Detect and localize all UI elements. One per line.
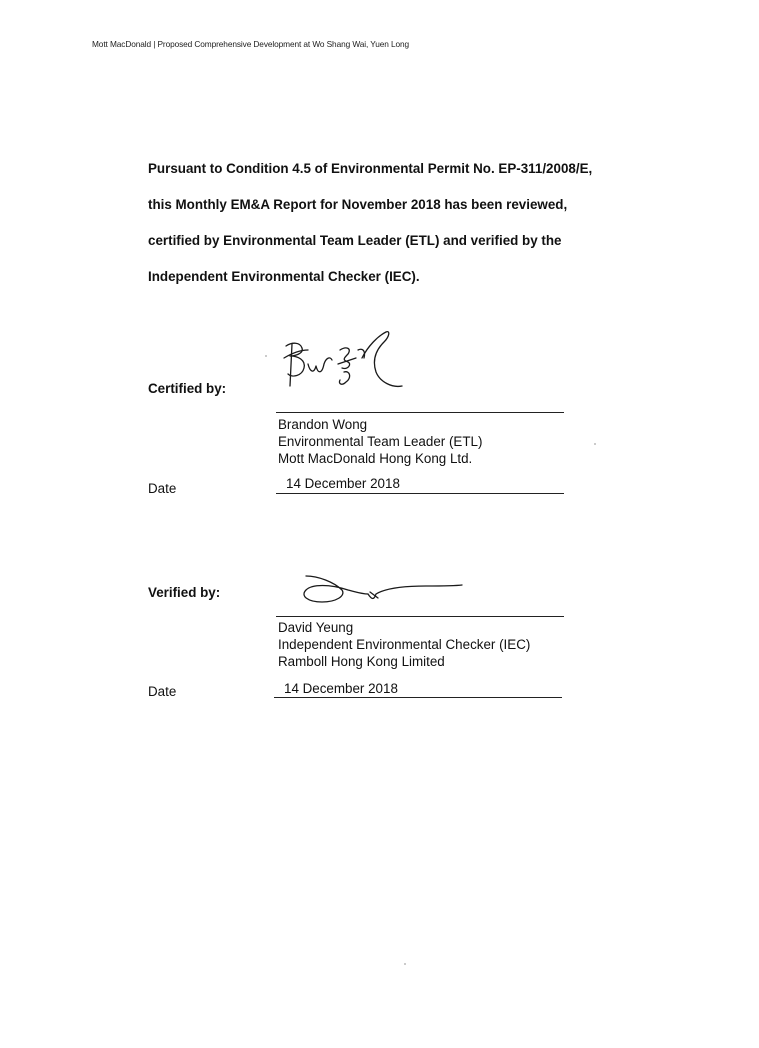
- iec-signature: [296, 570, 468, 610]
- etl-organization: Mott MacDonald Hong Kong Ltd.: [278, 451, 473, 466]
- iec-name: David Yeung: [278, 620, 354, 635]
- verified-by-label: Verified by:: [148, 585, 221, 600]
- certified-by-label: Certified by:: [148, 381, 227, 396]
- statement-line: this Monthly EM&A Report for November 2018 has been reviewed,: [148, 197, 568, 212]
- iec-signature-line: [276, 616, 564, 617]
- verified-date-line: [274, 697, 562, 698]
- running-header: Mott MacDonald | Proposed Comprehensive Development at Wo Shang Wai, Yuen Long: [92, 39, 410, 49]
- certified-date: 14 December 2018: [286, 476, 400, 491]
- statement-line: certified by Environmental Team Leader (ETL) and verified by the: [148, 233, 562, 248]
- etl-signature-line: [276, 412, 564, 413]
- etl-signature: [278, 328, 418, 400]
- certified-date-line: [276, 493, 564, 494]
- etl-role: Environmental Team Leader (ETL): [278, 434, 483, 449]
- statement-line: Independent Environmental Checker (IEC).: [148, 269, 420, 284]
- scan-speck: [594, 443, 596, 445]
- verified-date: 14 December 2018: [284, 681, 398, 696]
- iec-organization: Ramboll Hong Kong Limited: [278, 654, 445, 669]
- etl-details: [278, 416, 482, 467]
- verified-date-label: Date: [148, 684, 177, 699]
- certification-statement: [148, 160, 608, 304]
- iec-details: [278, 619, 530, 670]
- etl-name: Brandon Wong: [278, 417, 368, 432]
- scan-speck: [265, 355, 267, 357]
- iec-role: Independent Environmental Checker (IEC): [278, 637, 531, 652]
- scan-speck: [404, 963, 406, 965]
- certified-date-label: Date: [148, 481, 177, 496]
- statement-line: Pursuant to Condition 4.5 of Environmental Permit No. EP-311/2008/E,: [148, 161, 593, 176]
